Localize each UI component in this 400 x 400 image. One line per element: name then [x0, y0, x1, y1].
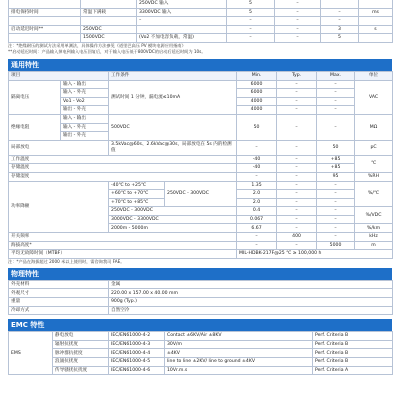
cell: –	[275, 25, 321, 34]
header-item: 项目	[9, 71, 109, 80]
cell: ms	[359, 8, 393, 17]
cell: IEC/EN61000-4-6	[109, 366, 165, 375]
cell: %RH	[355, 172, 393, 181]
cell: –	[277, 89, 317, 98]
cell: –	[275, 34, 321, 43]
cell: –	[227, 17, 275, 26]
cell: 250VDC	[81, 25, 137, 34]
startup-timing-table	[8, 0, 393, 43]
table-row	[9, 34, 393, 43]
row-sub: 输入 - 外壳	[61, 123, 109, 132]
table-row	[9, 250, 393, 259]
cell: –	[277, 241, 317, 250]
cell: 5	[227, 8, 275, 17]
row-label: 工作温度	[9, 155, 237, 164]
cell: 250VDC 输入	[137, 0, 227, 8]
cell: 6000	[237, 89, 277, 98]
cell	[359, 17, 393, 26]
cell: kHz	[355, 233, 393, 242]
cell: –	[317, 207, 355, 216]
cell: 3300VDC 输入	[137, 8, 227, 17]
cell: –	[275, 0, 321, 8]
cell: 3	[321, 25, 359, 34]
cell: IEC/EN61000-4-5	[109, 358, 165, 367]
table-row	[9, 349, 393, 358]
cell	[137, 25, 227, 34]
cell: –	[277, 224, 317, 233]
table-row	[9, 80, 393, 89]
table-row	[9, 340, 393, 349]
cell: 50	[237, 114, 277, 140]
cell: –	[227, 34, 275, 43]
cell: 4000	[237, 97, 277, 106]
mtbf-value: MIL-HDBK-217F@25 ℃ ≥ 100,000 h	[237, 250, 393, 259]
cell: 220.00 x 157.00 x 40.00 mm	[109, 289, 393, 298]
row-label: 重量	[9, 298, 109, 307]
cell	[9, 0, 81, 8]
cell: 4000	[237, 106, 277, 115]
partial-discharge-label: 局部放电	[9, 140, 109, 155]
row-label: 冷却方式	[9, 306, 109, 315]
table-row	[9, 241, 393, 250]
insulation-condition: 500VDC	[109, 114, 237, 140]
cell: IEC/EN61000-4-3	[109, 340, 165, 349]
cell: -40	[237, 155, 277, 164]
header-unit: 单位	[355, 71, 393, 80]
header-max: Max.	[317, 71, 355, 80]
cell: ±4KV	[165, 349, 313, 358]
section-title-general: 通用特性	[8, 59, 392, 71]
cell: 脉冲群抗扰度	[53, 349, 109, 358]
cell: 金属	[109, 280, 393, 289]
cell: –	[317, 97, 355, 106]
cell: –	[317, 181, 355, 190]
cell: –	[275, 17, 321, 26]
cell: 1.35	[237, 181, 277, 190]
row-label: 海拔高度*	[9, 241, 237, 250]
cell: –	[237, 140, 277, 155]
cell: –	[237, 172, 277, 181]
isolation-label: 隔离电压	[9, 80, 61, 114]
cell: –	[321, 17, 359, 26]
altitude-footnote: 注：*产品在海拔超过 2000 米以上使用时，需咨询我司 FAE。	[8, 258, 125, 264]
cell: line to line ±2KV/ line to ground ±4KV	[165, 358, 313, 367]
row-sub: 输出 - 外壳	[61, 106, 109, 115]
table-row	[9, 8, 393, 17]
cell: –	[237, 241, 277, 250]
cell: 3000VDC - 3300VDC	[109, 215, 237, 224]
cell: %/VDC	[355, 207, 393, 224]
cell: 排电保持时间	[9, 8, 81, 17]
cell: 5	[227, 0, 275, 8]
cell: –	[277, 97, 317, 106]
cell: Perf. Criteria A	[313, 366, 393, 375]
cell: –	[277, 215, 317, 224]
row-label: 开关频率	[9, 233, 237, 242]
cell: –	[317, 198, 355, 207]
cell: 900g (Typ.)	[109, 298, 393, 307]
cell: 静电放电	[53, 332, 109, 341]
cell: Perf. Criteria B	[313, 340, 393, 349]
cell: –	[277, 155, 317, 164]
cell: Perf. Criteria B	[313, 358, 393, 367]
cell: –	[317, 114, 355, 140]
emc-table	[8, 331, 393, 375]
isolation-unit: VAC	[355, 80, 393, 114]
derating-label: 功率降额	[9, 181, 109, 233]
cell: s	[359, 25, 393, 34]
row-sub: 输入 - 输出	[61, 80, 109, 89]
cell: 常温下满载	[81, 8, 137, 17]
table-row	[9, 366, 393, 375]
table-row	[9, 155, 393, 164]
cell: –	[277, 80, 317, 89]
row-sub: 输出 - 外壳	[61, 132, 109, 141]
cell: 6.67	[237, 224, 277, 233]
table-row	[9, 289, 393, 298]
cell: –	[277, 106, 317, 115]
table-row	[9, 140, 393, 155]
header-typ: Typ.	[277, 71, 317, 80]
cell: 2.0	[237, 198, 277, 207]
cell: –	[137, 17, 227, 26]
cell: –	[321, 8, 359, 17]
insulation-unit: MΩ	[355, 114, 393, 140]
cell: +85	[317, 164, 355, 173]
table-row	[9, 332, 393, 341]
cell: –	[317, 106, 355, 115]
table-header-row	[9, 71, 393, 80]
cell: Perf. Criteria B	[313, 349, 393, 358]
cell: –	[277, 190, 317, 199]
table-row	[9, 25, 393, 34]
row-label: 存储温度	[9, 164, 237, 173]
table-row	[9, 181, 393, 190]
cell: 浪涌抗扰度	[53, 358, 109, 367]
cell: –	[317, 224, 355, 233]
cell: (Vo2 不加电容负载，常温)	[137, 34, 227, 43]
cell: 2.0	[237, 190, 277, 199]
cell: 30V/m	[165, 340, 313, 349]
cell: 5000	[317, 241, 355, 250]
cell: –	[275, 8, 321, 17]
cell: –	[227, 25, 275, 34]
cell	[359, 0, 393, 8]
cell: +60℃ to +70℃	[109, 190, 165, 199]
partial-discharge-condition: 3.5kVac@60s、2.6kVac@30s，局部放电在 5s 内的检测值	[109, 140, 237, 155]
cell: +70℃ to +85℃	[109, 198, 165, 207]
cell: Contact ±6KV/Air ±8KV	[165, 332, 313, 341]
row-sub: 输入 - 输出	[61, 114, 109, 123]
table-row	[9, 114, 393, 123]
section-title-physical: 物理特性	[8, 268, 392, 280]
cell: –	[317, 89, 355, 98]
cell	[81, 0, 137, 8]
cell: –	[277, 114, 317, 140]
cell: 启动延迟时间**	[9, 25, 81, 34]
cell: 6000	[237, 80, 277, 89]
section-title-emc: EMC 特性	[8, 319, 392, 331]
cell	[9, 17, 81, 26]
cell: –	[237, 233, 277, 242]
row-sub: Vo1 - Vo2	[61, 97, 109, 106]
cell: 95	[317, 172, 355, 181]
cell: %/km	[355, 224, 393, 233]
cell: %/℃	[355, 181, 393, 207]
table-row	[9, 17, 393, 26]
row-label: 外壳材料	[9, 280, 109, 289]
row-label: 外观尺寸	[9, 289, 109, 298]
cell	[321, 0, 359, 8]
cell: IEC/EN61000-4-2	[109, 332, 165, 341]
cell: –	[317, 80, 355, 89]
cell: –	[277, 198, 317, 207]
cell	[9, 34, 81, 43]
cell: 400	[277, 233, 317, 242]
cell: -40℃ to +25℃	[109, 181, 165, 190]
table-row	[9, 358, 393, 367]
footnote-2: **启动延迟时间：产品输入掉电到输入电压回复后，对于输入电压低于800VDC的启动后延迟时间为 10s。	[8, 48, 206, 54]
table-row	[9, 306, 393, 315]
cell: –	[317, 190, 355, 199]
isolation-condition: 测试时间 1 分钟，漏电流≤10mA	[109, 80, 237, 114]
table-row	[9, 233, 393, 242]
table-row	[9, 164, 393, 173]
cell: –	[277, 181, 317, 190]
table-row	[9, 298, 393, 307]
emc-group-label: EMS	[9, 332, 53, 375]
cell: –	[317, 233, 355, 242]
cell: 自然空冷	[109, 306, 393, 315]
cell: –	[277, 164, 317, 173]
row-label: 平均无故障时间（MTBF）	[9, 250, 237, 259]
row-label: 存储湿度	[9, 172, 237, 181]
cell: Perf. Criteria B	[313, 332, 393, 341]
cell: 辐射抗扰度	[53, 340, 109, 349]
cell: 传导骚扰抗扰度	[53, 366, 109, 375]
cell: –	[277, 207, 317, 216]
cell: –	[317, 215, 355, 224]
table-row	[9, 280, 393, 289]
physical-characteristics-table	[8, 280, 393, 315]
header-condition: 工作条件	[109, 71, 237, 80]
general-characteristics-table	[8, 71, 393, 259]
row-sub: 输入 - 外壳	[61, 89, 109, 98]
cell: 1500VDC	[81, 34, 137, 43]
header-min: Min.	[237, 71, 277, 80]
cell: 250VDC - 300VDC	[109, 207, 237, 216]
cell: 0.067	[237, 215, 277, 224]
table-row	[9, 172, 393, 181]
cell: 2000m - 5000m	[109, 224, 237, 233]
cell: pC	[355, 140, 393, 155]
cell: 0.4	[237, 207, 277, 216]
cell	[359, 34, 393, 43]
footnote-1: 注：*绝缘耐压的测试方法采用单测法，具体操作方法参见《道里巴高压 PV 模块电源应用指南》	[8, 42, 186, 48]
table-row	[9, 0, 393, 8]
cell: IEC/EN61000-4-4	[109, 349, 165, 358]
cell: 50	[317, 140, 355, 155]
cell: 10Vr.m.s	[165, 366, 313, 375]
cell: –	[277, 140, 317, 155]
cell: +85	[317, 155, 355, 164]
insulation-label: 绝缘电阻	[9, 114, 61, 140]
cell: ℃	[355, 155, 393, 172]
cell: –	[277, 172, 317, 181]
cell: 250VDC - 300VDC	[165, 181, 237, 207]
cell: m	[355, 241, 393, 250]
cell: 5	[321, 34, 359, 43]
cell	[81, 17, 137, 26]
cell: -40	[237, 164, 277, 173]
